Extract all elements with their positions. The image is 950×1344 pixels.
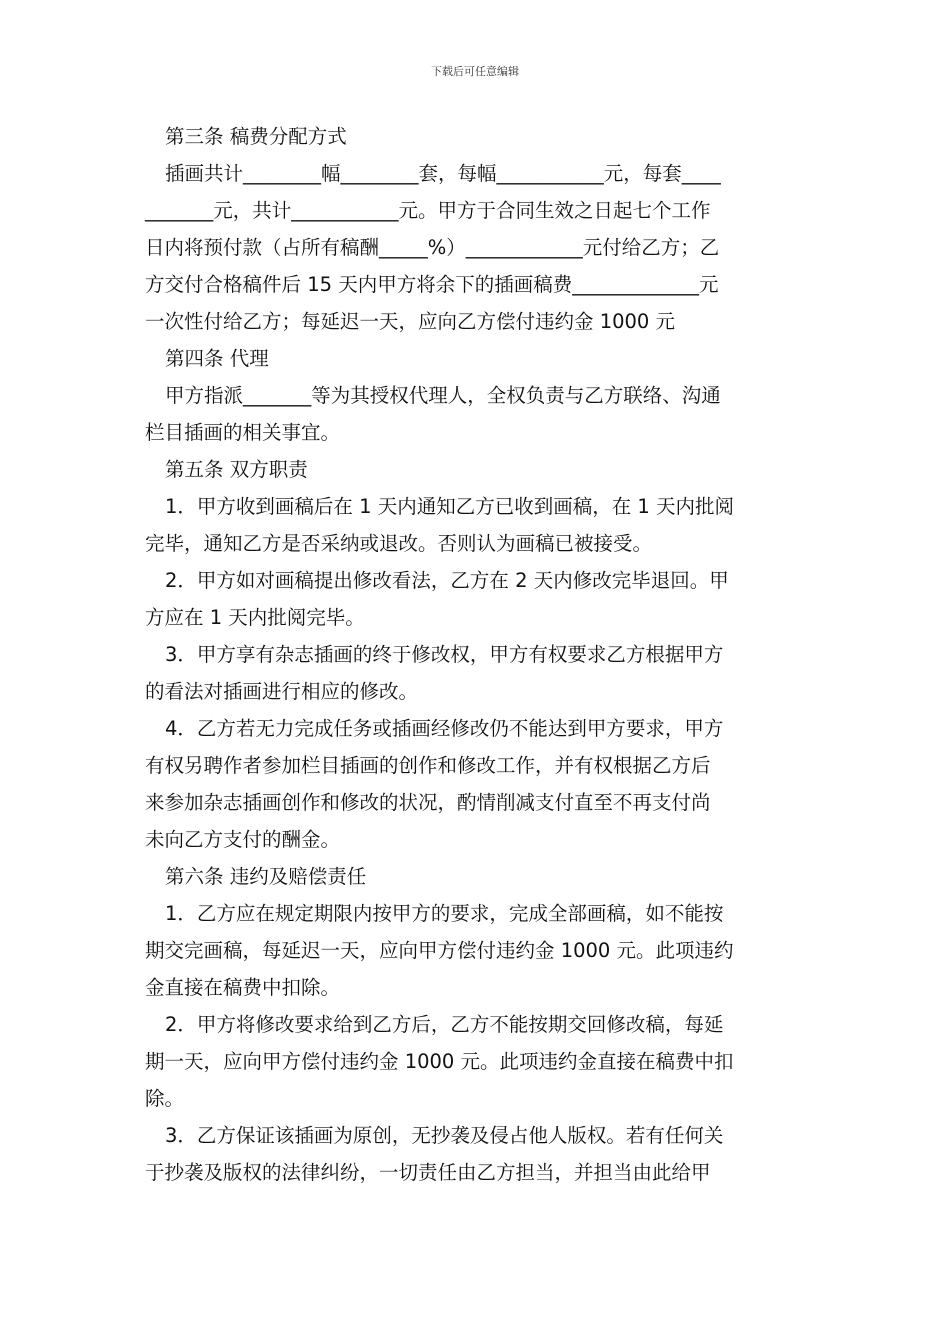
document-line: 第六条 违约及赔偿责任 xyxy=(165,865,367,888)
document-line: 方应在 1 天内批阅完毕。 xyxy=(145,606,365,629)
document-line: _______元，共计___________元。甲方于合同生效之日起七个工作 xyxy=(145,199,711,222)
document-line: 方交付合格稿件后 15 天内甲方将余下的插画稿费_____________元 xyxy=(145,273,719,296)
document-line: 来参加杂志插画创作和修改的状况，酌情削减支付直至不再支付尚 xyxy=(145,791,711,814)
document-line: 1．乙方应在规定期限内按甲方的要求，完成全部画稿，如不能按 xyxy=(165,902,724,925)
document-line: 期交完画稿，每延迟一天，应向甲方偿付违约金 1000 元。此项违约 xyxy=(145,939,734,962)
document-line: 金直接在稿费中扣除。 xyxy=(145,976,341,999)
document-line: 3．甲方享有杂志插画的终于修改权，甲方有权要求乙方根据甲方 xyxy=(165,643,724,666)
document-line: 于抄袭及版权的法律纠纷，一切责任由乙方担当，并担当由此给甲 xyxy=(145,1161,711,1184)
document-line: 未向乙方支付的酬金。 xyxy=(145,828,341,851)
document-line: 2．甲方将修改要求给到乙方后，乙方不能按期交回修改稿，每延 xyxy=(165,1013,724,1036)
document-line: 期一天，应向甲方偿付违约金 1000 元。此项违约金直接在稿费中扣 xyxy=(145,1050,734,1073)
document-line: 甲方指派_______等为其授权代理人，全权负责与乙方联络、沟通 xyxy=(165,384,721,407)
document-line: 日内将预付款（占所有稿酬_____%）____________元付给乙方；乙 xyxy=(145,236,720,259)
document-line: 插画共计________幅________套，每幅___________元，每套____ xyxy=(165,162,721,185)
document-body xyxy=(145,118,809,1191)
document-line: 2．甲方如对画稿提出修改看法，乙方在 2 天内修改完毕退回。甲 xyxy=(165,569,729,592)
document-line: 第四条 代理 xyxy=(165,347,269,370)
document-line: 1．甲方收到画稿后在 1 天内通知乙方已收到画稿，在 1 天内批阅 xyxy=(165,495,735,518)
document-line: 栏目插画的相关事宜。 xyxy=(145,421,341,444)
document-line: 4．乙方若无力完成任务或插画经修改仍不能达到甲方要求，甲方 xyxy=(165,717,724,740)
page-header-note: 下载后可任意编辑 xyxy=(431,65,519,78)
document-line: 第五条 双方职责 xyxy=(165,458,308,481)
document-line: 完毕，通知乙方是否采纳或退改。否则认为画稿已被接受。 xyxy=(145,532,653,555)
document-line: 的看法对插画进行相应的修改。 xyxy=(145,680,419,703)
document-line: 一次性付给乙方；每延迟一天，应向乙方偿付违约金 1000 元 xyxy=(145,310,676,333)
document-line: 除。 xyxy=(145,1087,185,1110)
document-line: 3．乙方保证该插画为原创，无抄袭及侵占他人版权。若有任何关 xyxy=(165,1124,724,1147)
document-line: 第三条 稿费分配方式 xyxy=(165,125,347,148)
document-line: 有权另聘作者参加栏目插画的创作和修改工作，并有权根据乙方后 xyxy=(145,754,711,777)
